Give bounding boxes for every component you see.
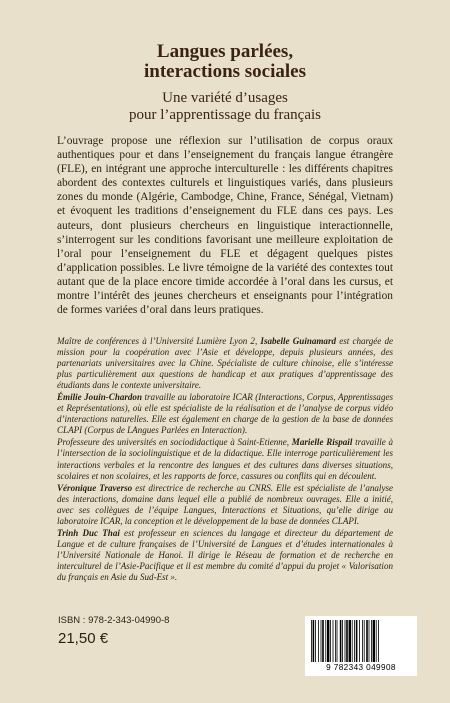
bio-traverso [57,483,393,527]
bio-text: est directrice de recherche au CNRS. Elle est spécialiste de l’analyse des interactions, domaine dans lequel elle a publié de nombreux ouvrages. Elle a initié, avec ses collègues de l’équipe Langues, Interactions et Situations, qu’elle dirige au laboratoire ICAR, la conception et le développement de la base de données CLAPI. [57,482,393,526]
bio-text: Professeure des universités en sociodidactique à Saint-Etienne, [57,437,292,448]
author-bios [57,336,393,584]
author-name: Trinh Duc Thai [57,527,120,538]
book-subtitle-line2: pour l’apprentissage du français [128,107,321,123]
bio-text: est chargée de mission pour la coopération avec l’Asie et développe, depuis plusieurs années, des partenariats universitaires avec la Chine. Spécialiste de culture chinoise, elle s’intéresse plus particulièrement aux questions de handicap et aux pratiques d’apprentissage des étudiants dans le contexte universitaire. [57,336,393,391]
bio-text: travaille à l’intersection de la sociolinguistique et de la didactique. Elle interroge particulièrement les interactions verbales et la rencontre des langues et des cultures dans diverses situations, scolaires et non scolaires, et les rapports de force, cassures ou conflits qui en découlent. [57,437,393,481]
bio-guinamard [57,336,393,391]
bio-text: travaille au laboratoire ICAR (Interactions, Corpus, Apprentissages et Représentations), où elle est spécialiste de la réalisation et de l’analyse de corpus vidéo d’interactions naturelles. Elle est également en charge de la gestion de la base de données CLAPI (Corpus de LAngues Parlées en Interaction). [57,392,393,436]
book-title-line2: interactions sociales [143,61,306,82]
barcode [305,616,417,676]
isbn-label: ISBN : 978-2-343-04990-8 [58,615,170,626]
bio-jouin-chardon [57,392,393,436]
author-name: Émilie Jouin-Chardon [57,392,142,403]
book-subtitle-line1: Une variété d’usages [162,90,288,106]
bio-text: est professeur en sciences du langage et directeur du département de Langue et de culture françaises de l’Université de Langues et d’études internationales à l’Université Nationale de Hanoi. Il dirige le Réseau de formation et de recherche en interculturel de l’Asie-Pacifique et il est membre du comité d’appui du projet « Valorisation du français en Asie du Sud-Est ». [57,527,393,582]
bio-text: Maître de conférences à l’Université Lumière Lyon 2, [57,336,261,346]
bio-trinh [57,528,393,583]
summary-paragraph: L’ouvrage propose une réflexion sur l’utilisation de corpus oraux authentiques pour et dans l’enseignement du français langue étrangère (FLE), en intégrant une approche interculturelle : les différents chapitres abordent des contextes culturels et linguistiques variés, dans plusieurs zones du monde (Algérie, Cambodge, Chine, France, Sénégal, Vietnam) et évoquent les traditions d’enseignement du FLE dans ces pays. Les auteurs, dont plusieurs chercheurs en linguistique interactionnelle, s’interrogent sur les conditions favorisant une meilleure exploitation de l’oral pour l’enseignement du FLE et dégagent quelques pistes d’application possibles. Le livre témoigne de la variété des contextes tout autant que de la place encore timide accordée à l’oral dans les cursus, et montre l’intérêt des jeunes chercheurs et enseignants pour l’intégration de formes variées d’oral dans leurs pratiques. [57,135,393,317]
author-name: Marielle Rispail [291,437,353,448]
author-name: Véronique Traverso [57,482,133,493]
price-label: 21,50 € [58,630,109,647]
bio-rispail [57,437,393,481]
summary-block [57,134,393,317]
barcode-digits: 9 782343 049908 [326,663,396,672]
barcode-bars-icon [305,616,417,663]
book-title-line1: Langues parlées, [156,41,294,62]
author-name: Isabelle Guinamard [260,336,337,346]
